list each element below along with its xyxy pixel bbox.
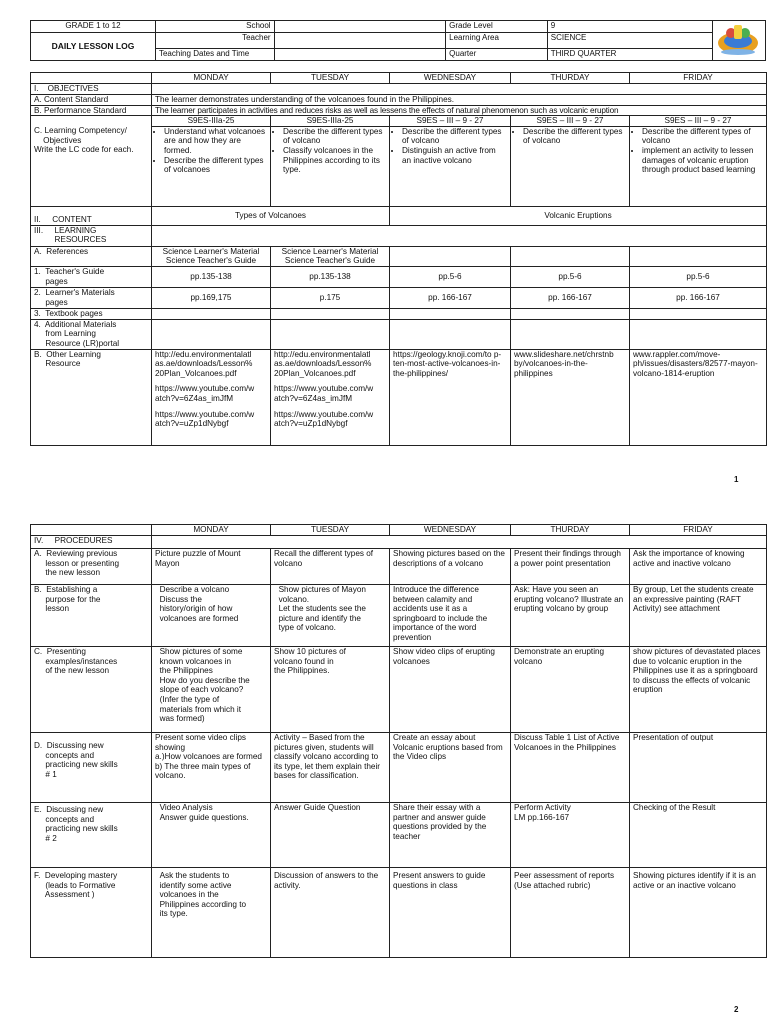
procedure-cell: Perform Activity LM pp.166-167 xyxy=(511,803,630,868)
procedure-cell: Picture puzzle of Mount Mayon xyxy=(152,549,271,585)
content-standard-label: A. Content Standard xyxy=(31,95,152,106)
procedure-cell: Presentation of output xyxy=(630,733,767,803)
objectives-table xyxy=(30,72,767,446)
resource-link[interactable]: www.slideshare.net/chrstnb by/volcanoes-in-the-philippines xyxy=(514,349,614,378)
tg-value: pp.5-6 xyxy=(390,266,511,287)
procedure-cell: Showing pictures based on the descriptions of a volcano xyxy=(390,549,511,585)
resource-link[interactable]: https://geology.knoji.com/to p-ten-most-active-volcanoes-in-the-philippines/ xyxy=(393,349,502,378)
list-item: • implement an activity to lessen damages of volcanic eruption through product based learning xyxy=(642,146,763,175)
procedure-cell: Show 10 pictures of volcano found in the Philippines. xyxy=(271,647,390,733)
tg-label: 1. Teacher's Guide pages xyxy=(31,266,152,287)
lm-value: pp. 166-167 xyxy=(390,287,511,308)
teacher-field[interactable] xyxy=(274,33,446,49)
procedure-cell: Checking of the Result xyxy=(630,803,767,868)
day-header: THURDAY xyxy=(511,525,630,536)
resources-span xyxy=(152,225,767,246)
procedure-cell: Show pictures of some known volcanoes in the Philippines How do you describe the slope of each volcano? (Infer the type of materials from which it was formed) xyxy=(152,647,271,733)
corner-cell xyxy=(31,73,152,84)
quarter-label: Quarter xyxy=(446,48,548,60)
list-item: • Understand what volcanoes are and how they are formed. xyxy=(164,127,267,156)
procedure-cell: Activity – Based from the pictures given, students will classify volcano according to its type, let them explain their bases for classification. xyxy=(271,733,390,803)
resources-label: III. LEARNING RESOURCES xyxy=(31,225,152,246)
tg-value: pp.135-138 xyxy=(152,266,271,287)
other-resource-monday xyxy=(152,349,271,445)
references-thursday xyxy=(511,246,630,266)
objectives-span xyxy=(152,84,767,95)
lm-value: pp.169,175 xyxy=(152,287,271,308)
references-label: A. References xyxy=(31,246,152,266)
references-friday xyxy=(630,246,767,266)
grade-range: GRADE 1 to 12 xyxy=(31,21,156,33)
content-eruptions: Volcanic Eruptions xyxy=(390,206,767,225)
textbook-cell xyxy=(630,308,767,319)
procedure-cell: Peer assessment of reports (Use attached rubric) xyxy=(511,868,630,958)
additional-cell xyxy=(271,319,390,349)
header-table xyxy=(30,20,766,61)
procedure-cell: Ask the students to identify some active volcanoes in the Philippines according to its type. xyxy=(152,868,271,958)
school-label: School xyxy=(155,21,274,33)
resource-link[interactable]: http://edu.environmentalatl as.ae/downloads/Lesson% 20Plan_Volcanoes.pdf xyxy=(155,349,253,378)
corner-cell xyxy=(31,525,152,536)
additional-cell xyxy=(390,319,511,349)
other-resource-label: B. Other Learning Resource xyxy=(31,349,152,445)
day-header: MONDAY xyxy=(152,73,271,84)
additional-cell xyxy=(152,319,271,349)
performance-standard-label: B. Performance Standard xyxy=(31,105,152,116)
other-resource-wednesday xyxy=(390,349,511,445)
teacher-label: Teacher xyxy=(155,33,274,49)
day-header: WEDNESDAY xyxy=(390,525,511,536)
school-field[interactable] xyxy=(274,21,446,33)
procedure-cell: Present some video clips showing a.)How volcanoes are formed b) The three main types of volcano. xyxy=(152,733,271,803)
procedure-label: C. Presenting examples/instances of the new lesson xyxy=(31,647,152,733)
dates-label: Teaching Dates and Time xyxy=(155,48,274,60)
references-monday: Science Learner's Material Science Teacher's Guide xyxy=(152,246,271,266)
learning-area-value: SCIENCE xyxy=(547,33,712,49)
procedure-cell: Recall the different types of volcano xyxy=(271,549,390,585)
logo-cell xyxy=(713,21,766,61)
resource-link[interactable]: https://www.youtube.com/w atch?v=6Z4as_imJfM xyxy=(274,384,374,403)
resource-link[interactable]: https://www.youtube.com/w atch?v=6Z4as_imJfM xyxy=(155,384,255,403)
day-header: MONDAY xyxy=(152,525,271,536)
quarter-value: THIRD QUARTER xyxy=(547,48,712,60)
dates-field[interactable] xyxy=(274,48,446,60)
day-header: FRIDAY xyxy=(630,525,767,536)
science-logo-icon xyxy=(713,21,763,57)
list-item: • Describe the different types of volcanoes xyxy=(164,156,267,175)
procedures-table xyxy=(30,524,767,958)
lm-value: pp. 166-167 xyxy=(630,287,767,308)
procedure-cell: Share their essay with a partner and answer guide questions provided by the teacher xyxy=(390,803,511,868)
lm-value: pp. 166-167 xyxy=(511,287,630,308)
tg-value: pp.135-138 xyxy=(271,266,390,287)
competency-wednesday xyxy=(390,126,511,206)
procedure-cell: Present answers to guide questions in class xyxy=(390,868,511,958)
other-resource-thursday xyxy=(511,349,630,445)
day-header: TUESDAY xyxy=(271,525,390,536)
additional-cell xyxy=(511,319,630,349)
procedure-cell: Discuss Table 1 List of Active Volcanoes in the Philippines xyxy=(511,733,630,803)
additional-cell xyxy=(630,319,767,349)
procedure-cell: By group, Let the students create an expressive painting (RAFT Activity) see attachment xyxy=(630,585,767,647)
procedure-cell: show pictures of devastated places due to volcanic eruption in the Philippines use it as a springboard to discuss the effects of volcanic eruption xyxy=(630,647,767,733)
day-header: THURDAY xyxy=(511,73,630,84)
procedure-cell: Describe a volcano Discuss the history/origin of how volcanoes are formed xyxy=(152,585,271,647)
other-resource-tuesday xyxy=(271,349,390,445)
textbook-cell xyxy=(271,308,390,319)
lc-code: S9ES – III – 9 - 27 xyxy=(511,116,630,127)
page-number: 2 xyxy=(734,1005,739,1014)
lc-code: S9ES-IIIa-25 xyxy=(271,116,390,127)
references-wednesday xyxy=(390,246,511,266)
textbook-label: 3. Textbook pages xyxy=(31,308,152,319)
resource-link[interactable]: https://www.youtube.com/w atch?v=uZp1dNybgf xyxy=(155,409,255,429)
learning-area-label: Learning Area xyxy=(446,33,548,49)
competency-friday xyxy=(630,126,767,206)
competency-tuesday xyxy=(271,126,390,206)
content-standard: The learner demonstrates understanding of the volcanoes found in the Philippines. xyxy=(152,95,767,106)
day-header: WEDNESDAY xyxy=(390,73,511,84)
procedure-cell: Video Analysis Answer guide questions. xyxy=(152,803,271,868)
procedures-span xyxy=(152,536,767,549)
lc-code: S9ES-IIIa-25 xyxy=(152,116,271,127)
lm-label: 2. Learner's Materials pages xyxy=(31,287,152,308)
procedure-cell: Present their findings through a power point presentation xyxy=(511,549,630,585)
textbook-cell xyxy=(511,308,630,319)
grade-level-value: 9 xyxy=(547,21,712,33)
resource-link[interactable]: http://edu.environmentalatl as.ae/downloads/Lesson% 20Plan_Volcanoes.pdf xyxy=(274,349,372,378)
performance-standard: The learner participates in activities and reduces risks as well as lessens the effects of natural phenomenon such as volcanic eruption xyxy=(152,105,767,116)
lc-code: S9ES – III – 9 - 27 xyxy=(630,116,767,127)
competency-monday xyxy=(152,126,271,206)
procedure-cell: Demonstrate an erupting volcano xyxy=(511,647,630,733)
procedure-cell: Show pictures of Mayon volcano. Let the students see the picture and identify the type of volcano. xyxy=(271,585,390,647)
resource-link[interactable]: www.rappler.com/move-ph/issues/disasters/82577-mayon-volcano-1814-eruption xyxy=(633,349,758,378)
additional-label: 4. Additional Materials from Learning Resource (LR)portal xyxy=(31,319,152,349)
procedure-cell: Showing pictures identify if it is an active or an inactive volcano xyxy=(630,868,767,958)
objectives-heading: I. OBJECTIVES xyxy=(31,84,152,95)
textbook-cell xyxy=(152,308,271,319)
list-item: • Classify volcanoes in the Philippines according to its type. xyxy=(283,146,386,175)
list-item: • Distinguish an active from an inactive volcano xyxy=(402,146,507,165)
list-item: • Describe the different types of volcano xyxy=(642,127,763,146)
page-number: 1 xyxy=(734,475,739,484)
procedure-cell: Ask: Have you seen an erupting volcano? Illustrate an erupting volcano by group xyxy=(511,585,630,647)
tg-value: pp.5-6 xyxy=(511,266,630,287)
tg-value: pp.5-6 xyxy=(630,266,767,287)
lm-value: p.175 xyxy=(271,287,390,308)
references-tuesday: Science Learner's Material Science Teacher's Guide xyxy=(271,246,390,266)
procedure-cell: Ask the importance of knowing active and inactive volcano xyxy=(630,549,767,585)
log-title: DAILY LESSON LOG xyxy=(31,33,156,61)
procedure-cell: Show video clips of erupting volcanoes xyxy=(390,647,511,733)
list-item: • Describe the different types of volcano xyxy=(283,127,386,146)
grade-level-label: Grade Level xyxy=(446,21,548,33)
procedure-label: A. Reviewing previous lesson or presenting the new lesson xyxy=(31,549,152,585)
resource-link[interactable]: https://www.youtube.com/w atch?v=uZp1dNybgf xyxy=(274,409,374,429)
procedure-cell: Answer Guide Question xyxy=(271,803,390,868)
other-resource-friday xyxy=(630,349,767,445)
procedure-cell: Discussion of answers to the activity. xyxy=(271,868,390,958)
lc-code: S9ES – III – 9 - 27 xyxy=(390,116,511,127)
procedure-label: E. Discussing new concepts and practicing new skills # 2 xyxy=(31,803,152,868)
procedure-cell: Introduce the difference between calamity and accidents use it as a springboard to include the importance of the word prevention xyxy=(390,585,511,647)
list-item: • Describe the different types of volcano xyxy=(523,127,626,146)
procedure-label: D. Discussing new concepts and practicing new skills # 1 xyxy=(31,733,152,803)
procedure-cell: Create an essay about Volcanic eruptions based from the Video clips xyxy=(390,733,511,803)
textbook-cell xyxy=(390,308,511,319)
procedures-heading: IV. PROCEDURES xyxy=(31,536,152,549)
competency-thursday xyxy=(511,126,630,206)
procedure-label: F. Developing mastery (leads to Formative Assessment ) xyxy=(31,868,152,958)
competency-label: C. Learning Competency/ Objectives Write the LC code for each. xyxy=(31,116,152,207)
day-header: FRIDAY xyxy=(630,73,767,84)
content-types: Types of Volcanoes xyxy=(152,206,390,225)
list-item: • Describe the different types of volcano xyxy=(402,127,507,146)
day-header: TUESDAY xyxy=(271,73,390,84)
procedure-label: B. Establishing a purpose for the lesson xyxy=(31,585,152,647)
content-label: II. CONTENT xyxy=(31,206,152,225)
